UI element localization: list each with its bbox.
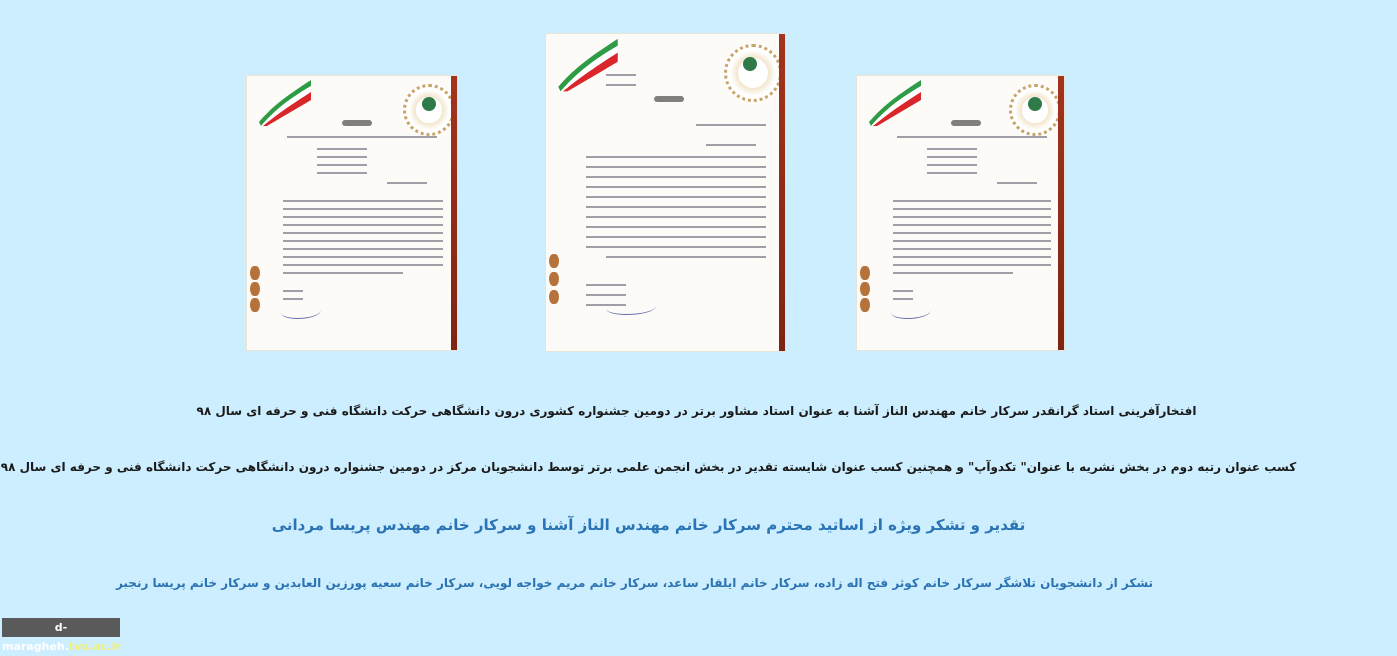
iran-flag-icon (867, 78, 923, 126)
students-thanks-paragraph: تشکر از دانشجویان تلاشگر سرکار خانم کوثر فتح اله زاده، سرکار خانم ایلقار ساعد، سرکار خانم مریم خواجه لویی، سرکار خانم سعیه پورزین العابدین و سرکار خانم پریسا رنجبر (115, 576, 1154, 590)
certificate-image-left (247, 76, 457, 350)
seal-emblem (724, 44, 782, 102)
thanks-heading: تقدیر و تشکر ویژه از اساتید محترم سرکار خانم مهندس الناز آشنا و سرکار خانم مهندس پریسا مردانی (271, 516, 1026, 534)
watermark-domain: tvu.ac.ir (68, 640, 121, 653)
iran-flag-icon (257, 78, 313, 126)
certificate-image-right (857, 76, 1064, 350)
site-watermark (2, 618, 121, 653)
signature (606, 300, 656, 315)
signature (281, 304, 321, 319)
certificate-image-center (546, 34, 785, 351)
signature (891, 304, 931, 319)
seal-emblem (403, 84, 455, 136)
achievement-paragraph: افتخارآفرینی استاد گرانقدر سرکار خانم مهندس الناز آشنا به عنوان استاد مشاور برتر در دومین جشنواره کشوری درون دانشگاهی حرکت دانشگاه فنی و حرفه ای سال ۹۸ (196, 404, 1197, 418)
award-paragraph: کسب عنوان رتبه دوم در بخش نشریه با عنوان" تکدوآپ" و همچنین کسب عنوان شایسته تقدیر در بخش انجمن علمی برتر توسط دانشجویان مرکز در دومین جشنواره درون دانشگاهی حرکت دانشگاه فنی و حرفه ای سال ۹۸ (0, 460, 1297, 474)
watermark-site: d-maragheh. (2, 621, 69, 653)
seal-emblem (1009, 84, 1061, 136)
